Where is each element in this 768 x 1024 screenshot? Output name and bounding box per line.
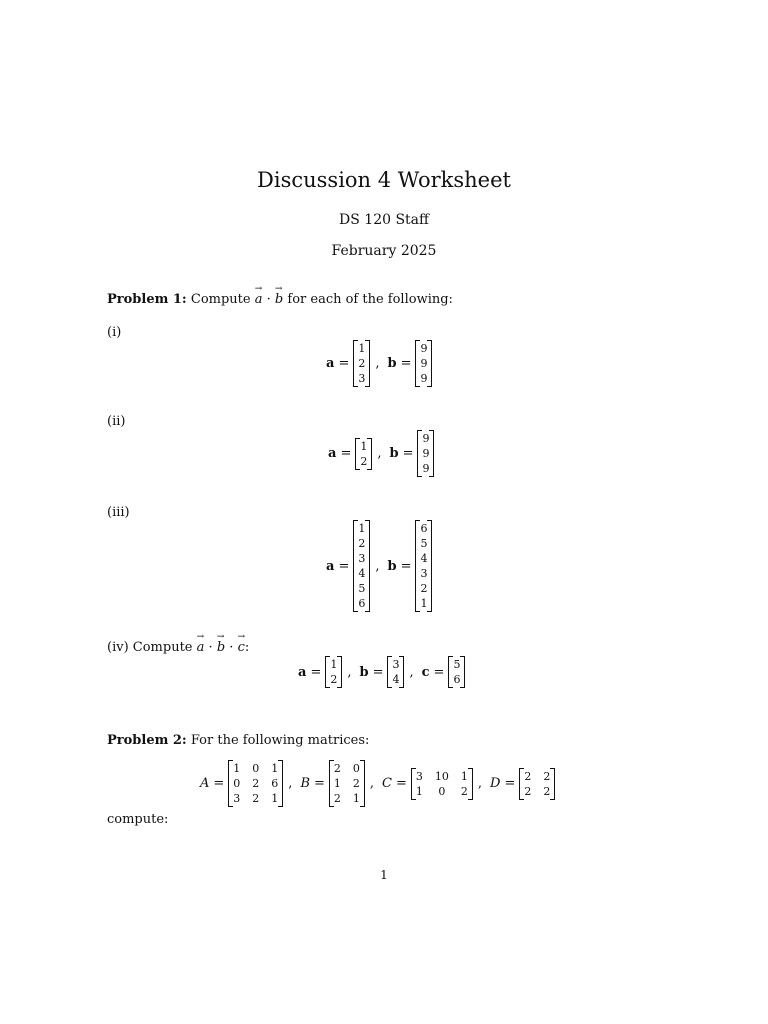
matrix-entry: 3 xyxy=(420,567,428,580)
problem-1-text-before: Compute xyxy=(190,292,251,307)
part-label-i: (i) xyxy=(107,325,122,340)
vector-c-symbol: → c xyxy=(238,640,245,655)
matrix-c xyxy=(411,768,473,800)
problem-2-heading: Problem 2: xyxy=(107,733,187,748)
matrix-entry: 2 xyxy=(543,769,551,783)
matrix-entry: 0 xyxy=(352,762,360,775)
matrix-entry: 1 xyxy=(460,769,468,783)
matrix-entry: 4 xyxy=(392,673,400,686)
paper-title: Discussion 4 Worksheet xyxy=(257,168,511,192)
equals-sign: = xyxy=(402,446,414,461)
matrix-entry: 6 xyxy=(453,673,461,686)
vector-a-matrix xyxy=(353,340,370,387)
matrix-entry: 0 xyxy=(252,762,260,775)
matrix-entry: 2 xyxy=(252,792,260,805)
equation-part-iv xyxy=(298,656,465,688)
matrix-entry: 9 xyxy=(420,372,428,385)
comma: , xyxy=(477,776,483,791)
equals-sign: = xyxy=(314,776,325,791)
problem-1-text-after: for each of the following: xyxy=(287,292,453,307)
vector-a-matrix xyxy=(353,520,370,612)
matrix-entry: 2 xyxy=(543,784,551,798)
vector-name-b: b xyxy=(359,664,369,680)
matrix-entry: 2 xyxy=(333,792,341,805)
matrix-entry: 10 xyxy=(434,769,449,783)
vector-a-matrix xyxy=(355,438,372,470)
matrix-entry: 9 xyxy=(420,342,428,355)
vector-name-a: a xyxy=(298,664,307,680)
matrix-name-c: C xyxy=(382,776,392,791)
comma: , xyxy=(375,356,380,371)
matrix-b xyxy=(329,760,365,807)
matrix-entry: 1 xyxy=(330,658,338,671)
dot-operator: · xyxy=(208,640,213,655)
matrix-entry: 2 xyxy=(352,777,360,790)
equals-sign: = xyxy=(340,446,352,461)
equation-part-ii xyxy=(328,430,434,477)
matrix-a xyxy=(228,760,283,807)
matrix-entry: 1 xyxy=(352,792,360,805)
matrix-entry: 0 xyxy=(233,777,241,790)
problem-1-statement xyxy=(107,292,453,307)
matrix-entry: 1 xyxy=(271,792,279,805)
equals-sign: = xyxy=(433,664,445,680)
paper-date: February 2025 xyxy=(331,243,437,259)
vector-name-b: b xyxy=(387,356,397,371)
matrix-entry: 2 xyxy=(524,769,532,783)
equals-sign: = xyxy=(400,558,412,574)
matrix-entry: 2 xyxy=(524,784,532,798)
vector-b-matrix xyxy=(415,520,432,612)
matrix-entry: 4 xyxy=(358,567,366,580)
equals-sign: = xyxy=(504,776,516,791)
part-iv-statement xyxy=(107,640,249,655)
matrix-entry: 2 xyxy=(460,784,468,798)
comma: , xyxy=(288,776,293,791)
vector-name-a: a xyxy=(326,356,335,371)
comma: , xyxy=(347,664,352,680)
matrix-entry: 2 xyxy=(252,777,260,790)
part-label-iii: (iii) xyxy=(107,505,130,520)
matrix-entry: 5 xyxy=(453,658,461,671)
matrix-entry: 0 xyxy=(438,784,446,798)
matrix-entry: 1 xyxy=(233,762,241,775)
equals-sign: = xyxy=(400,356,412,371)
equation-part-iii xyxy=(326,520,432,612)
equals-sign: = xyxy=(213,776,225,791)
dot-operator: · xyxy=(229,640,234,655)
matrix-entry: 2 xyxy=(333,762,341,775)
comma: , xyxy=(377,446,382,461)
problem-2-text: For the following matrices: xyxy=(190,733,370,748)
vector-name-b: b xyxy=(387,558,397,574)
vector-name-c: c xyxy=(421,664,430,680)
vector-name-a: a xyxy=(326,558,335,574)
matrix-entry: 1 xyxy=(358,342,366,355)
matrix-entry: 4 xyxy=(420,552,428,565)
vector-a-matrix xyxy=(325,656,342,688)
paper-author: DS 120 Staff xyxy=(339,212,429,228)
vector-a-symbol: → a xyxy=(197,640,205,655)
problem-2-statement xyxy=(107,733,369,748)
matrix-entry: 2 xyxy=(360,454,368,468)
matrix-entry: 5 xyxy=(420,537,428,550)
vector-b-matrix xyxy=(387,656,404,688)
matrix-entry: 3 xyxy=(233,792,241,805)
vector-a-symbol: → a xyxy=(255,292,263,307)
matrix-entry: 6 xyxy=(420,522,428,535)
comma: , xyxy=(409,664,414,680)
vector-name-a: a xyxy=(328,446,337,461)
equals-sign: = xyxy=(338,558,350,574)
equals-sign: = xyxy=(396,776,407,791)
matrix-entry: 6 xyxy=(358,597,366,610)
dot-operator: · xyxy=(266,292,271,307)
matrix-entry: 2 xyxy=(330,673,338,686)
equals-sign: = xyxy=(372,664,384,680)
matrix-entry: 9 xyxy=(422,447,430,460)
matrix-entry: 1 xyxy=(415,784,423,798)
matrix-entry: 3 xyxy=(358,552,366,565)
vector-b-symbol: → b xyxy=(275,292,283,307)
vector-b-symbol: → b xyxy=(217,640,225,655)
part-label-iv: (iv) Compute xyxy=(107,640,193,655)
matrix-entry: 1 xyxy=(420,597,428,610)
problem-1-heading: Problem 1: xyxy=(107,292,187,307)
matrix-name-d: D xyxy=(490,776,501,791)
matrix-entry: 1 xyxy=(271,762,279,775)
equals-sign: = xyxy=(338,356,350,371)
matrix-name-b: B xyxy=(300,776,310,791)
matrix-d xyxy=(519,768,555,800)
vector-b-matrix xyxy=(415,340,432,387)
matrix-entry: 9 xyxy=(422,432,430,445)
equals-sign: = xyxy=(310,664,322,680)
page-number: 1 xyxy=(380,868,388,882)
part-label-ii: (ii) xyxy=(107,414,126,429)
equation-part-i xyxy=(326,340,432,387)
matrix-entry: 2 xyxy=(358,357,366,370)
matrix-entry: 3 xyxy=(358,372,366,385)
equation-problem-2 xyxy=(200,760,555,807)
matrix-entry: 2 xyxy=(420,582,428,595)
matrix-entry: 1 xyxy=(358,522,366,535)
problem-2-compute: compute: xyxy=(107,812,169,827)
comma: , xyxy=(369,776,375,791)
matrix-entry: 1 xyxy=(360,439,368,453)
vector-c-matrix xyxy=(448,656,465,688)
matrix-name-a: A xyxy=(200,776,210,791)
matrix-entry: 3 xyxy=(392,658,400,671)
matrix-entry: 2 xyxy=(358,537,366,550)
matrix-entry: 9 xyxy=(420,357,428,370)
comma: , xyxy=(375,558,380,574)
matrix-entry: 5 xyxy=(358,582,366,595)
colon: : xyxy=(244,640,250,655)
matrix-entry: 1 xyxy=(333,777,341,790)
matrix-entry: 3 xyxy=(415,769,423,783)
vector-b-matrix xyxy=(417,430,434,477)
vector-name-b: b xyxy=(389,446,399,461)
matrix-entry: 6 xyxy=(271,777,279,790)
matrix-entry: 9 xyxy=(422,462,430,475)
